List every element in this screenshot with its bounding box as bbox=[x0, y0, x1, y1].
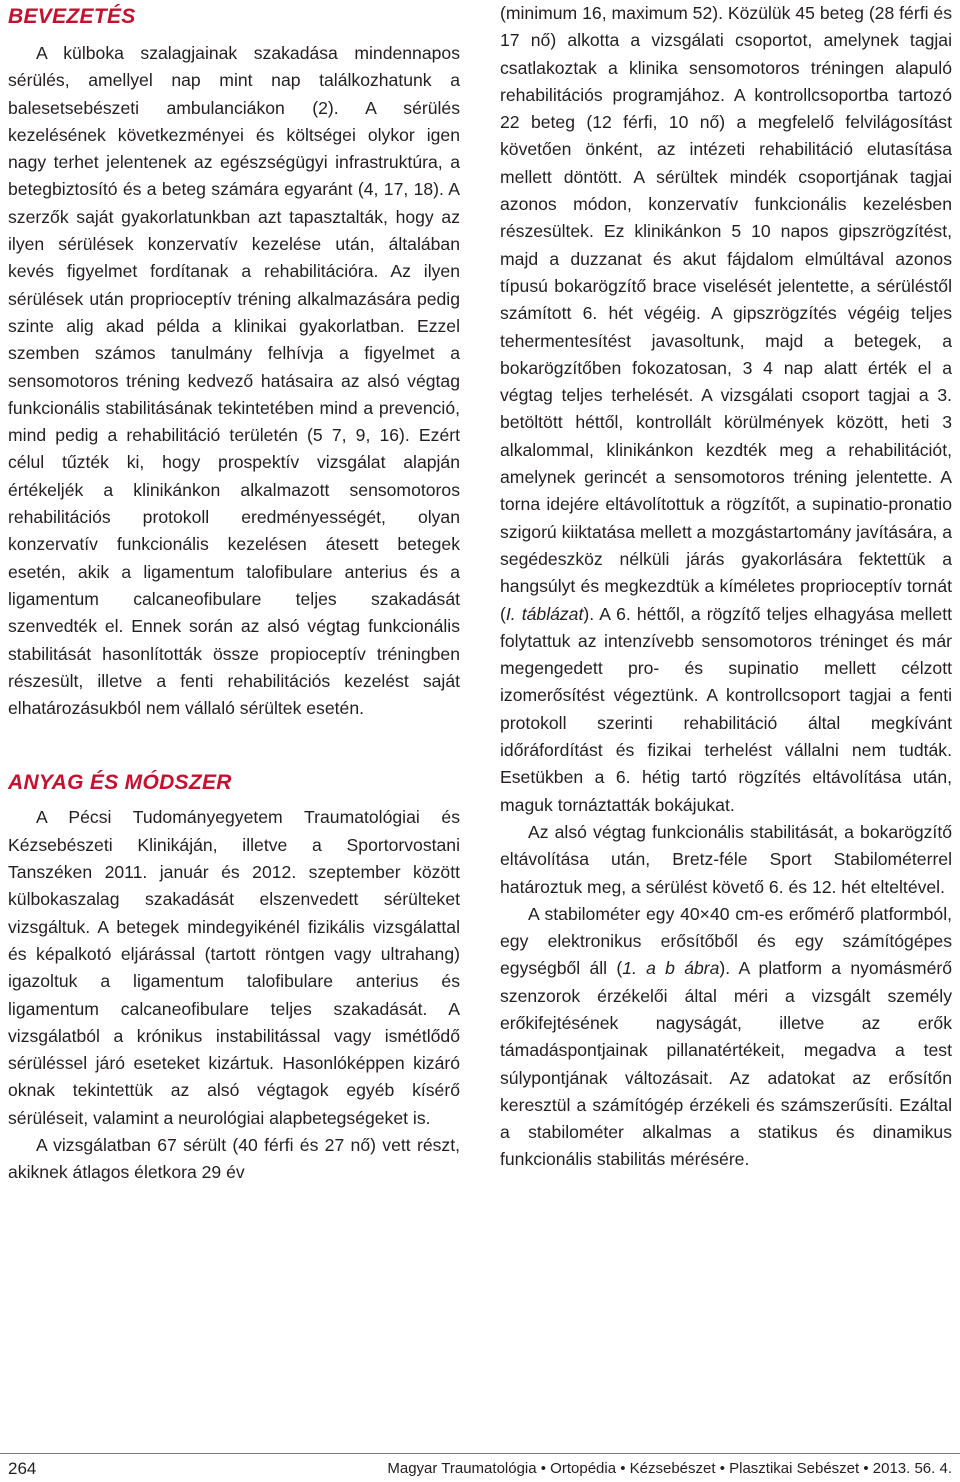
methods-paragraph: A Pécsi Tudományegyetem Traumatológiai és Kézsebészeti Klinikáján, illetve a Sportorvostani Tanszéken 2011. január és 2012. szeptember között külbokaszalag szakadását elszenvedett sérülteket vizsgáltuk. A betegek mindegyikénél fizikális vizsgálattal és képalkotó eljárással (tartott röntgen vagy ultrahang) igazoltuk a ligamentum talofibulare anterius és ligamentum calcaneofibulare teljes szakadását. A vizsgálatból a krónikus instabilitással vagy ismétlődő sérüléssel járó eseteket kizártuk. Hasonlóképpen kizáró oknak tekintettük az alsó végtagok egyéb kísérő sérüléseit, valamint a neurológiai alapbetegségeket is. bbox=[8, 807, 460, 1128]
section-heading-introduction: BEVEZETÉS bbox=[8, 5, 136, 28]
continuation-paragraph: (minimum 16, maximum 52). Közülük 45 beteg (28 férfi és 17 nő) alkotta a vizsgálati csoportot, amelynek tagjai csatlakoztak a klinika sensomotoros tréningen alapuló rehabilitációs programjához. A kontrollcsoportba tartozó 22 beteg (12 férfi, 10 nő) a megfelelő felvilágosítást követően önként, az intézeti rehabilitáció elutasítása mellett döntött. A sérültek mindék csoportjának tagjai azonos módon, konzervatív funkcionális kezelésben részesültek. Ez klinikánkon 5 10 napos gipszrögzítést, majd a duzzanat és akut fájdalom elmúltával azonos típusú bokarögzítő brace viselését jelentette, a sérüléstől számított 6. hét végéig. A gipszrögzítés végéig teljes tehermentesítést javasoltunk, majd a betegek, a bokarögzítőben fokozatosan, 3 4 nap alatt érték el a végtag teljes terhelését. A vizsgálati csoport tagjai a 3. betöltött héttől, kontrollált körülmények között, heti 3 alkalommal, klinikánkon kezdték meg a rehabilitációt, amelynek gerincét a sensomotoros tréning jelentette. A torna idejére eltávolítottuk a rögzítőt, a supinatio-pronatio szigorú kiiktatása mellett a mozgástartomány javítására, a segédeszköz nélküli járás gyakorlására fektettük a hangsúlyt és megkezdtük a kíméletes proprioceptív tornát (I. táblázat). A 6. héttől, a rögzítő teljes elhagyása mellett folytattuk az intenzívebb sensomotoros tréninget és már megengedett pro- és supinatio mellett célzott izomerősítést végeztünk. A kontrollcsoport tagjai a fenti protokoll szerinti rehabilitáció által megkívánt időráfordítást és fizikai terhelést vállalni nem tudták. Esetükben a 6. hétig tartó rögzítés eltávolítása után, maguk tornáztatták bokájukat. bbox=[500, 3, 952, 815]
page-number: 264 bbox=[8, 1459, 37, 1478]
introduction-paragraph: A külboka szalagjainak szakadása mindennapos sérülés, amellyel nap mint nap találkozhatunk a balesetsebészeti ambulanciákon (2). A sérülés kezelésének következményei és költségei olykor igen nagy terhet jelentenek az egészségügyi infrastruktúra, a betegbiztosító és a beteg számára egyaránt (4, 17, 18). A szerzők saját gyakorlatunkban azt tapasztalták, hogy az ilyen sérülések konzervatív kezelése után, általában kevés figyelmet fordítanak a rehabilitációra. Az ilyen sérülések után proprioceptív tréning alkalmazására pedig szinte alig akad példa a klinikai gyakorlatban. Ezzel szemben számos tanulmány felhívja a figyelmet a sensomotoros tréning kedvező hatásaira az alsó végtag funkcionális stabilitásának tekintetében mind a prevenció, mind pedig a rehabilitáció területén (5 7, 9, 16). Ezért célul tűzték ki, hogy prospektív vizsgálat alapján értékeljék a klinikánkon alkalmazott sensomotoros rehabilitációs protokoll eredményességét, olyan konzervatív funkcionális kezelésen átesett betegek esetén, akik a ligamentum talofibulare anterius és a ligamentum calcaneofibulare teljes szakadását szenvedték el. Ennek során az alsó végtag funkcionális stabilitását hasonlították össze propioceptív tréningben részesült, illetve a fenti rehabilitációs kezelést saját elhatározásukból nem vállaló sérültek esetén. bbox=[8, 43, 460, 719]
journal-footer: Magyar Traumatológia • Ortopédia • Kézsebészet • Plasztikai Sebészet • 2013. 56. 4. bbox=[387, 1460, 952, 1477]
methods-paragraph-patients: A vizsgálatban 67 sérült (40 férfi és 27 nő) vett részt, akiknek átlagos életkora 29 év bbox=[8, 1134, 460, 1183]
stabilometer-paragraph: A stabilométer egy 40×40 cm-es erőmérő platformból, egy elektronikus erősítőből és egy számítógépes egységből áll (1. a b ábra). A platform a nyomásmérő szenzorok érzékelői által méri a vizsgált személy erőkifejtésének nagyságát, illetve az erők támadáspontjainak pillanatértékeit, megadva a test súlypontjának változásait. Az adatokat az erősítőn keresztül a számítógép érzékeli és számszerűsíti. Ezáltal a stabilométer alkalmas a statikus és dinamikus funkcionális stabilitás mérésére. bbox=[500, 903, 953, 1170]
figure-reference: 1. a b ábra bbox=[622, 958, 720, 979]
section-heading-materials-methods: ANYAG ÉS MÓDSZER bbox=[8, 771, 232, 795]
left-column bbox=[8, 0, 460, 1187]
footer-divider bbox=[0, 1453, 960, 1454]
stability-paragraph: Az alsó végtag funkcionális stabilitását, a bokarögzítő eltávolítása után, Bretz-féle Sport Stabilométerrel határoztuk meg, a sérülést követő 6. és 12. hét elteltével. bbox=[500, 821, 952, 897]
table-reference: I. táblázat bbox=[505, 603, 584, 624]
right-column bbox=[500, 0, 952, 1174]
